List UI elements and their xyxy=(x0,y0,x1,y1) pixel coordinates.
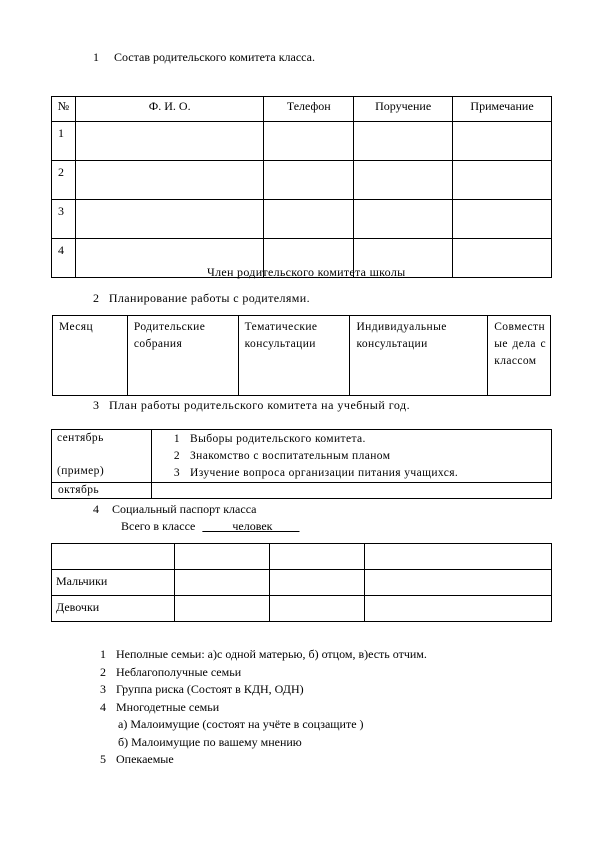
note-cell[interactable] xyxy=(453,200,552,239)
table-row xyxy=(52,200,552,239)
social-passport-table xyxy=(51,543,552,622)
section3-heading xyxy=(93,398,410,413)
month-example-note: (пример) xyxy=(57,465,105,477)
table-row xyxy=(52,161,552,200)
item-number: 3 xyxy=(100,682,106,696)
col-thematic-consultations: Тематические консультации xyxy=(238,316,350,396)
passport-cell[interactable] xyxy=(365,570,552,596)
col-month: Месяц xyxy=(53,316,128,396)
row-number: 2 xyxy=(52,161,76,200)
committee-table xyxy=(51,96,552,278)
table-row xyxy=(52,544,552,570)
section4-number: 4 xyxy=(93,502,99,516)
note-cell[interactable] xyxy=(453,161,552,200)
list-item xyxy=(100,699,427,717)
passport-cell[interactable] xyxy=(52,544,175,570)
item-number: 2 xyxy=(173,450,180,462)
committee-table-header xyxy=(52,97,552,122)
col-individual-consultations: Индивидуальные консультации xyxy=(350,316,488,396)
item-text: Неполные семьи: а)с одной матерью, б) отцом, в)есть отчим. xyxy=(116,647,427,661)
assignment-cell[interactable] xyxy=(354,200,453,239)
section2-number: 2 xyxy=(93,291,100,305)
phone-cell[interactable] xyxy=(264,122,354,161)
section3-title: План работы родительского комитета на учебный год. xyxy=(109,398,411,412)
item-text: а) Малоимущие (состоят на учёте в соцзащите ) xyxy=(118,717,364,731)
passport-cell[interactable] xyxy=(269,544,365,570)
section4-heading xyxy=(93,502,257,517)
name-cell[interactable] xyxy=(75,200,263,239)
class-total-label: Всего в классе xyxy=(121,519,196,533)
header-note: Примечание xyxy=(453,97,552,122)
planning-table xyxy=(52,315,551,396)
assignment-cell[interactable] xyxy=(354,161,453,200)
section2-heading xyxy=(93,291,310,306)
phone-cell[interactable] xyxy=(264,161,354,200)
header-assignment: Поручение xyxy=(354,97,453,122)
list-item xyxy=(174,448,547,465)
table-row xyxy=(52,570,552,596)
list-item xyxy=(100,751,427,769)
row-number: 4 xyxy=(52,239,76,278)
item-text: Группа риска (Состоят в КДН, ОДН) xyxy=(116,682,304,696)
name-cell[interactable] xyxy=(75,161,263,200)
item-text: Знакомство с воспитательным планом xyxy=(190,450,391,462)
section2-title: Планирование работы с родителями. xyxy=(108,291,311,305)
col-parent-meetings: Родительские собрания xyxy=(127,316,238,396)
item-number: 1 xyxy=(100,647,106,661)
table-row xyxy=(52,596,552,622)
passport-cell[interactable] xyxy=(365,544,552,570)
header-number: № xyxy=(52,97,76,122)
header-name: Ф. И. О. xyxy=(75,97,263,122)
table-row xyxy=(52,430,552,483)
item-text: б) Малоимущие по вашему мнению xyxy=(118,734,302,749)
item-number: 1 xyxy=(173,433,180,445)
class-total-line xyxy=(121,519,299,534)
section3-number: 3 xyxy=(93,398,100,412)
assignment-cell[interactable] xyxy=(354,122,453,161)
item-text: Неблагополучные семьи xyxy=(116,664,242,679)
list-item xyxy=(100,664,427,682)
list-item xyxy=(100,734,427,752)
row-number: 1 xyxy=(52,122,76,161)
item-number: 2 xyxy=(100,664,106,679)
plan-items-cell xyxy=(151,430,551,483)
class-total-blank[interactable]: человек xyxy=(202,519,300,533)
item-number: 5 xyxy=(100,752,106,766)
section1-number: 1 xyxy=(93,50,99,64)
month-cell-september xyxy=(52,430,152,483)
list-item xyxy=(100,646,427,664)
table-row xyxy=(52,122,552,161)
plan-empty-cell[interactable] xyxy=(151,483,551,499)
passport-cell[interactable] xyxy=(269,570,365,596)
list-item xyxy=(100,681,427,699)
committee-caption: Член родительского комитета школы xyxy=(207,265,406,279)
passport-cell[interactable] xyxy=(174,544,269,570)
name-cell[interactable] xyxy=(75,122,263,161)
table-row xyxy=(52,483,552,499)
item-text: Опекаемые xyxy=(116,752,174,766)
item-text: Выборы родительского комитета. xyxy=(190,433,366,445)
phone-cell[interactable] xyxy=(264,200,354,239)
row-label-girls: Девочки xyxy=(52,596,175,622)
section4-title: Социальный паспорт класса xyxy=(112,502,257,516)
item-number: 4 xyxy=(100,699,106,714)
row-number: 3 xyxy=(52,200,76,239)
passport-cell[interactable] xyxy=(365,596,552,622)
month-september: сентябрь xyxy=(57,432,104,444)
passport-cell[interactable] xyxy=(269,596,365,622)
passport-cell[interactable] xyxy=(174,570,269,596)
item-text: Многодетные семьи xyxy=(116,699,220,714)
section1-title: Состав родительского комитета класса. xyxy=(114,50,315,64)
list-item xyxy=(174,465,547,482)
section1-heading xyxy=(93,50,315,65)
planning-table-header xyxy=(53,316,551,396)
passport-cell[interactable] xyxy=(174,596,269,622)
row-label-boys: Мальчики xyxy=(52,570,175,596)
note-cell[interactable] xyxy=(453,122,552,161)
col-joint-activities: Совместные дела с классом xyxy=(488,316,551,396)
header-phone: Телефон xyxy=(264,97,354,122)
list-item xyxy=(174,431,547,448)
note-cell[interactable] xyxy=(453,239,552,278)
item-number: 3 xyxy=(173,467,180,479)
month-october: октябрь xyxy=(52,483,152,499)
list-item xyxy=(100,716,427,734)
item-text: Изучение вопроса организации питания учащихся. xyxy=(190,467,459,479)
family-categories-list xyxy=(100,646,427,769)
committee-plan-table xyxy=(51,429,552,499)
